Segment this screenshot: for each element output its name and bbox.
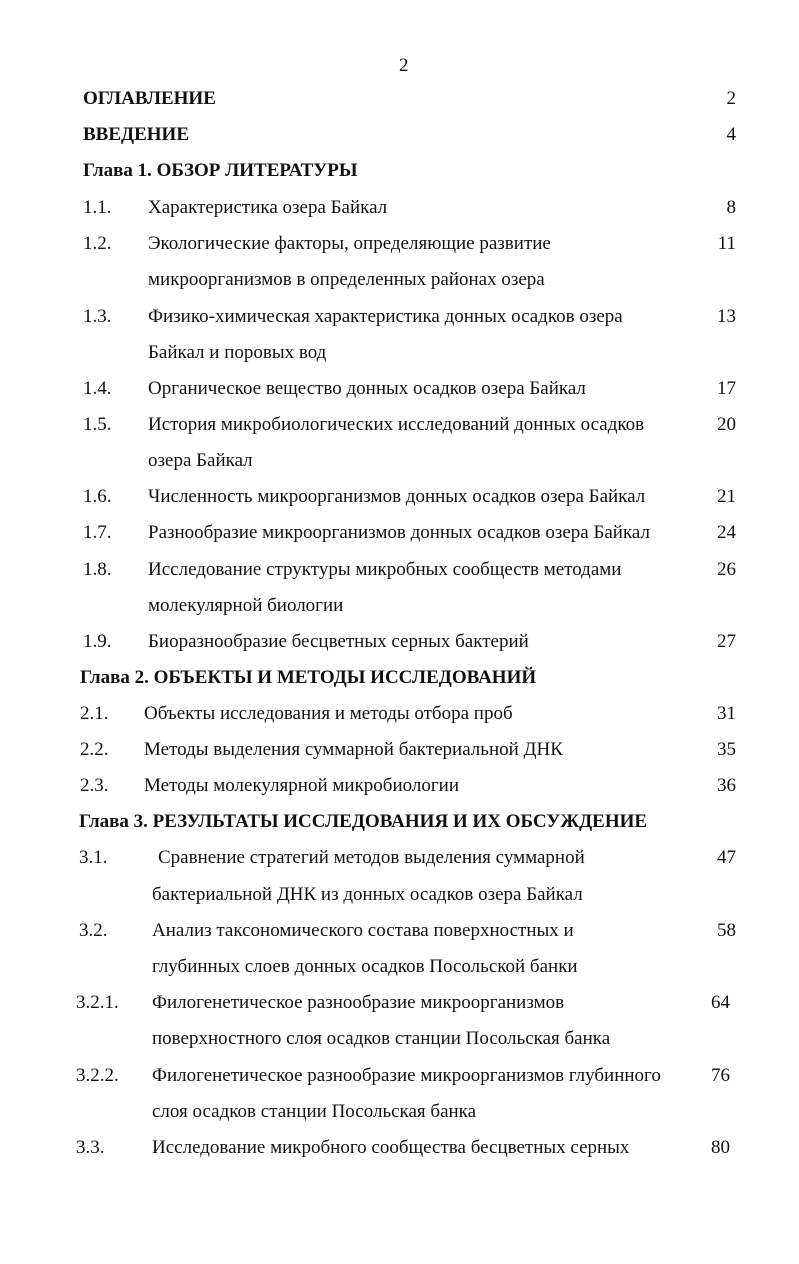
toc-contents-page: 2 xyxy=(726,88,736,109)
chapter-2-title: Глава 2. ОБЪЕКТЫ И МЕТОДЫ ИССЛЕДОВАНИЙ xyxy=(80,667,537,688)
toc-item-number: 1.4. xyxy=(83,378,112,399)
toc-item-number: 1.3. xyxy=(83,306,112,327)
toc-item-number: 3.2.1. xyxy=(76,992,119,1013)
toc-item-page: 35 xyxy=(717,739,736,760)
toc-item-page: 17 xyxy=(717,378,736,399)
toc-item-title: Методы молекулярной микробиологии xyxy=(144,775,460,796)
toc-item-number: 1.7. xyxy=(83,522,112,543)
chapter-1-title: Глава 1. ОБЗОР ЛИТЕРАТУРЫ xyxy=(83,160,358,181)
toc-item-page: 21 xyxy=(717,486,736,507)
toc-item-page: 36 xyxy=(717,775,736,796)
toc-item-title: Разнообразие микроорганизмов донных осадков озера Байкал xyxy=(148,522,650,543)
toc-item-number: 1.8. xyxy=(83,559,112,580)
toc-item-title: Органическое вещество донных осадков озера Байкал xyxy=(148,378,586,399)
toc-item-title-continued: микроорганизмов в определенных районах озера xyxy=(148,269,545,290)
toc-item-title: История микробиологических исследований донных осадков xyxy=(148,414,645,435)
toc-item-title: Объекты исследования и методы отбора проб xyxy=(144,703,513,724)
toc-item-title: Сравнение стратегий методов выделения суммарной xyxy=(158,847,585,868)
toc-item-page: 11 xyxy=(717,233,736,254)
toc-intro-page: 4 xyxy=(726,124,736,145)
toc-item-page: 76 xyxy=(711,1065,730,1086)
toc-item-number: 3.3. xyxy=(76,1137,105,1158)
toc-contents-title: ОГЛАВЛЕНИЕ xyxy=(83,88,216,109)
toc-item-title-continued: глубинных слоев донных осадков Посольской банки xyxy=(152,956,578,977)
toc-item-title: Биоразнообразие бесцветных серных бактерий xyxy=(148,631,529,652)
toc-item-number: 2.1. xyxy=(80,703,109,724)
toc-item-page: 26 xyxy=(717,559,736,580)
toc-item-page: 24 xyxy=(717,522,736,543)
toc-item-title: Физико-химическая характеристика донных осадков озера xyxy=(148,306,623,327)
toc-item-page: 58 xyxy=(717,920,736,941)
page-number: 2 xyxy=(399,55,409,76)
toc-item-page: 80 xyxy=(711,1137,730,1158)
toc-item-number: 1.2. xyxy=(83,233,112,254)
toc-item-title: Филогенетическое разнообразие микроорганизмов xyxy=(152,992,565,1013)
toc-item-title: Анализ таксономического состава поверхностных и xyxy=(152,920,574,941)
toc-item-page: 31 xyxy=(717,703,736,724)
toc-item-title-continued: бактериальной ДНК из донных осадков озера Байкал xyxy=(152,884,583,905)
toc-item-number: 2.2. xyxy=(80,739,109,760)
toc-item-number: 1.9. xyxy=(83,631,112,652)
toc-item-number: 3.1. xyxy=(79,847,108,868)
toc-item-title-continued: поверхностного слоя осадков станции Посольская банка xyxy=(152,1028,611,1049)
toc-item-title: Филогенетическое разнообразие микроорганизмов глубинного xyxy=(152,1065,661,1086)
toc-item-page: 13 xyxy=(717,306,736,327)
toc-item-title-continued: Байкал и поровых вод xyxy=(148,342,327,363)
toc-item-number: 3.2. xyxy=(79,920,108,941)
toc-item-title: Исследование структуры микробных сообществ методами xyxy=(148,559,622,580)
toc-item-page: 20 xyxy=(717,414,736,435)
toc-item-title: Численность микроорганизмов донных осадков озера Байкал xyxy=(148,486,646,507)
chapter-3-title: Глава 3. РЕЗУЛЬТАТЫ ИССЛЕДОВАНИЯ И ИХ ОБСУЖДЕНИЕ xyxy=(79,811,648,832)
toc-item-title-continued: молекулярной биологии xyxy=(148,595,344,616)
toc-item-number: 3.2.2. xyxy=(76,1065,119,1086)
toc-item-title: Исследование микробного сообщества бесцветных серных xyxy=(152,1137,630,1158)
toc-item-title: Экологические факторы, определяющие развитие xyxy=(148,233,551,254)
toc-item-title: Методы выделения суммарной бактериальной ДНК xyxy=(144,739,563,760)
toc-item-number: 1.1. xyxy=(83,197,112,218)
toc-item-page: 47 xyxy=(717,847,736,868)
toc-item-number: 1.6. xyxy=(83,486,112,507)
toc-item-page: 64 xyxy=(711,992,730,1013)
toc-item-title-continued: озера Байкал xyxy=(148,450,253,471)
toc-item-number: 2.3. xyxy=(80,775,109,796)
toc-item-page: 8 xyxy=(726,197,736,218)
toc-item-page: 27 xyxy=(717,631,736,652)
toc-item-title-continued: слоя осадков станции Посольская банка xyxy=(152,1101,477,1122)
toc-item-title: Характеристика озера Байкал xyxy=(148,197,388,218)
toc-intro-title: ВВЕДЕНИЕ xyxy=(83,124,189,145)
toc-item-number: 1.5. xyxy=(83,414,112,435)
